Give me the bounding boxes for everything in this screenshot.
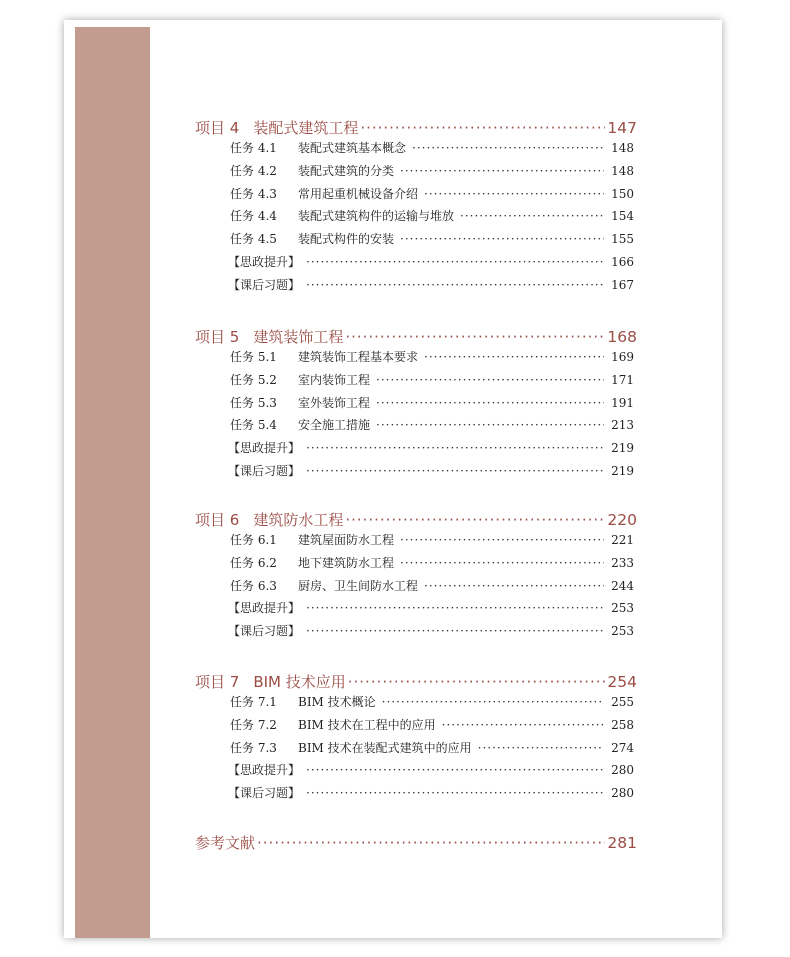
dot-leader	[442, 718, 604, 732]
entry-page: 221	[611, 533, 634, 547]
entry-title: 常用起重机械设备介绍	[298, 186, 419, 201]
entry-title: 建筑屋面防水工程	[298, 533, 395, 547]
entry-title: BIM 技术在装配式建筑中的应用	[298, 740, 472, 755]
dot-leader	[345, 328, 605, 346]
toc-entry[interactable]	[228, 761, 634, 784]
entry-number: 任务 6.1	[230, 533, 277, 547]
entry-title: BIM 技术概论	[298, 695, 376, 709]
entry-page: 258	[611, 717, 634, 732]
chapter-title: 装配式建筑工程	[253, 119, 359, 137]
toc-section	[195, 117, 637, 299]
entry-number: 任务 6.3	[230, 578, 277, 593]
entry-page: 150	[611, 186, 634, 201]
toc-chapter-heading[interactable]	[195, 509, 637, 531]
toc-entry[interactable]	[230, 348, 634, 371]
chapter-page: 147	[607, 119, 637, 137]
dot-leader	[348, 673, 606, 691]
dot-leader	[376, 396, 604, 410]
references-heading[interactable]	[195, 832, 637, 854]
dot-leader	[400, 556, 604, 570]
chapter-title: 建筑防水工程	[253, 511, 344, 529]
entry-number: 任务 7.2	[230, 717, 277, 732]
dot-leader	[306, 763, 604, 777]
entry-number: 任务 4.2	[230, 163, 277, 178]
chapter-number: 项目 6	[195, 511, 240, 529]
toc-entry[interactable]	[230, 739, 634, 762]
dot-leader	[382, 695, 604, 709]
toc-section	[195, 671, 637, 807]
entry-number: 任务 6.2	[230, 555, 277, 570]
entry-title: 【课后习题】	[228, 624, 301, 639]
entry-title: 厨房、卫生间防水工程	[298, 578, 419, 593]
toc-entry[interactable]	[228, 784, 634, 807]
entry-title: 【课后习题】	[228, 277, 301, 292]
dot-leader	[306, 464, 604, 478]
entry-title: 建筑装饰工程基本要求	[298, 350, 419, 364]
dot-leader	[412, 141, 604, 155]
toc-chapter-heading[interactable]	[195, 326, 637, 348]
entry-page: 155	[611, 232, 634, 247]
chapter-title: 建筑装饰工程	[253, 328, 344, 346]
entry-title: 装配式建筑基本概念	[298, 141, 407, 155]
entry-title: 【思政提升】	[228, 441, 301, 456]
entry-title: 室外装饰工程	[298, 395, 371, 410]
toc-entry[interactable]	[228, 599, 634, 622]
entry-number: 任务 5.1	[230, 350, 277, 364]
entry-number: 任务 5.2	[230, 372, 277, 387]
entry-number: 任务 5.4	[230, 418, 277, 433]
chapter-number: 项目 5	[195, 328, 240, 346]
entry-title: 装配式构件的安装	[298, 232, 395, 247]
toc-entry[interactable]	[230, 139, 634, 162]
dot-leader	[257, 834, 605, 852]
toc-entry[interactable]	[230, 207, 634, 230]
dot-leader	[400, 533, 604, 547]
entry-page: 280	[611, 763, 634, 778]
toc-entry[interactable]	[230, 371, 634, 394]
entry-number: 任务 4.5	[230, 232, 277, 247]
entry-number: 任务 7.3	[230, 740, 277, 755]
references-page: 281	[607, 834, 637, 852]
chapter-page: 168	[607, 328, 637, 346]
entry-page: 244	[611, 578, 634, 593]
toc-section	[195, 326, 637, 485]
entry-page: 169	[611, 350, 634, 364]
chapter-page: 220	[607, 511, 637, 529]
entry-page: 274	[611, 740, 634, 755]
toc-entry[interactable]	[230, 162, 634, 185]
entry-page: 253	[611, 624, 634, 639]
toc-entry[interactable]	[228, 462, 634, 485]
dot-leader	[460, 209, 604, 223]
entry-title: 装配式建筑的分类	[298, 163, 395, 178]
entry-page: 191	[611, 395, 634, 410]
dot-leader	[306, 255, 604, 269]
toc-entry[interactable]	[228, 253, 634, 276]
toc-entry[interactable]	[228, 276, 634, 299]
references-title: 参考文献	[195, 834, 256, 852]
chapter-title: BIM 技术应用	[253, 673, 346, 691]
dot-leader	[306, 624, 604, 638]
entry-page: 280	[611, 786, 634, 801]
entry-title: 【思政提升】	[228, 254, 301, 269]
entry-page: 148	[611, 163, 634, 178]
entry-number: 任务 4.4	[230, 209, 277, 224]
entry-page: 167	[611, 277, 634, 292]
entry-page: 219	[611, 463, 634, 478]
toc-entry[interactable]	[230, 416, 634, 439]
entry-page: 154	[611, 209, 634, 224]
toc-entry[interactable]	[230, 185, 634, 208]
entry-title: 装配式建筑构件的运输与堆放	[298, 209, 455, 224]
entry-page: 219	[611, 441, 634, 456]
entry-title: 【课后习题】	[228, 786, 301, 801]
entry-page: 166	[611, 254, 634, 269]
entry-number: 任务 4.3	[230, 186, 277, 201]
toc-entry[interactable]	[230, 230, 634, 253]
toc-entry[interactable]	[228, 622, 634, 645]
entry-title: 【思政提升】	[228, 763, 301, 778]
toc-section	[195, 509, 637, 645]
entry-page: 233	[611, 555, 634, 570]
toc-references	[195, 832, 637, 854]
entry-title: 【思政提升】	[228, 601, 301, 616]
chapter-page: 254	[607, 673, 637, 691]
entry-title: 安全施工措施	[298, 418, 371, 433]
dot-leader	[306, 786, 604, 800]
dot-leader	[306, 441, 604, 455]
entry-page: 213	[611, 418, 634, 433]
toc-entry[interactable]	[228, 439, 634, 462]
chapter-number: 项目 4	[195, 119, 240, 137]
entry-page: 171	[611, 372, 634, 387]
toc-entry[interactable]	[230, 394, 634, 417]
entry-title: 室内装饰工程	[298, 372, 371, 387]
dot-leader	[424, 187, 604, 201]
entry-title: 地下建筑防水工程	[298, 555, 395, 570]
dot-leader	[306, 601, 604, 615]
toc-entry[interactable]	[230, 554, 634, 577]
dot-leader	[424, 579, 604, 593]
dot-leader	[376, 418, 604, 432]
entry-page: 148	[611, 141, 634, 155]
toc-entry[interactable]	[230, 531, 634, 554]
toc-chapter-heading[interactable]	[195, 117, 637, 139]
toc-chapter-heading[interactable]	[195, 671, 637, 693]
decorative-side-band	[75, 27, 150, 938]
toc-entry[interactable]	[230, 577, 634, 600]
toc-entry[interactable]	[230, 716, 634, 739]
dot-leader	[376, 373, 604, 387]
entry-number: 任务 4.1	[230, 141, 277, 155]
dot-leader	[360, 119, 605, 137]
entry-title: 【课后习题】	[228, 463, 301, 478]
dot-leader	[345, 511, 605, 529]
toc-entry[interactable]	[230, 693, 634, 716]
entry-title: BIM 技术在工程中的应用	[298, 717, 436, 732]
chapter-number: 项目 7	[195, 673, 240, 691]
dot-leader	[400, 164, 604, 178]
entry-page: 255	[611, 695, 634, 709]
entry-page: 253	[611, 601, 634, 616]
entry-number: 任务 7.1	[230, 695, 277, 709]
dot-leader	[424, 350, 604, 364]
entry-number: 任务 5.3	[230, 395, 277, 410]
dot-leader	[306, 278, 604, 292]
dot-leader	[478, 741, 604, 755]
dot-leader	[400, 232, 604, 246]
